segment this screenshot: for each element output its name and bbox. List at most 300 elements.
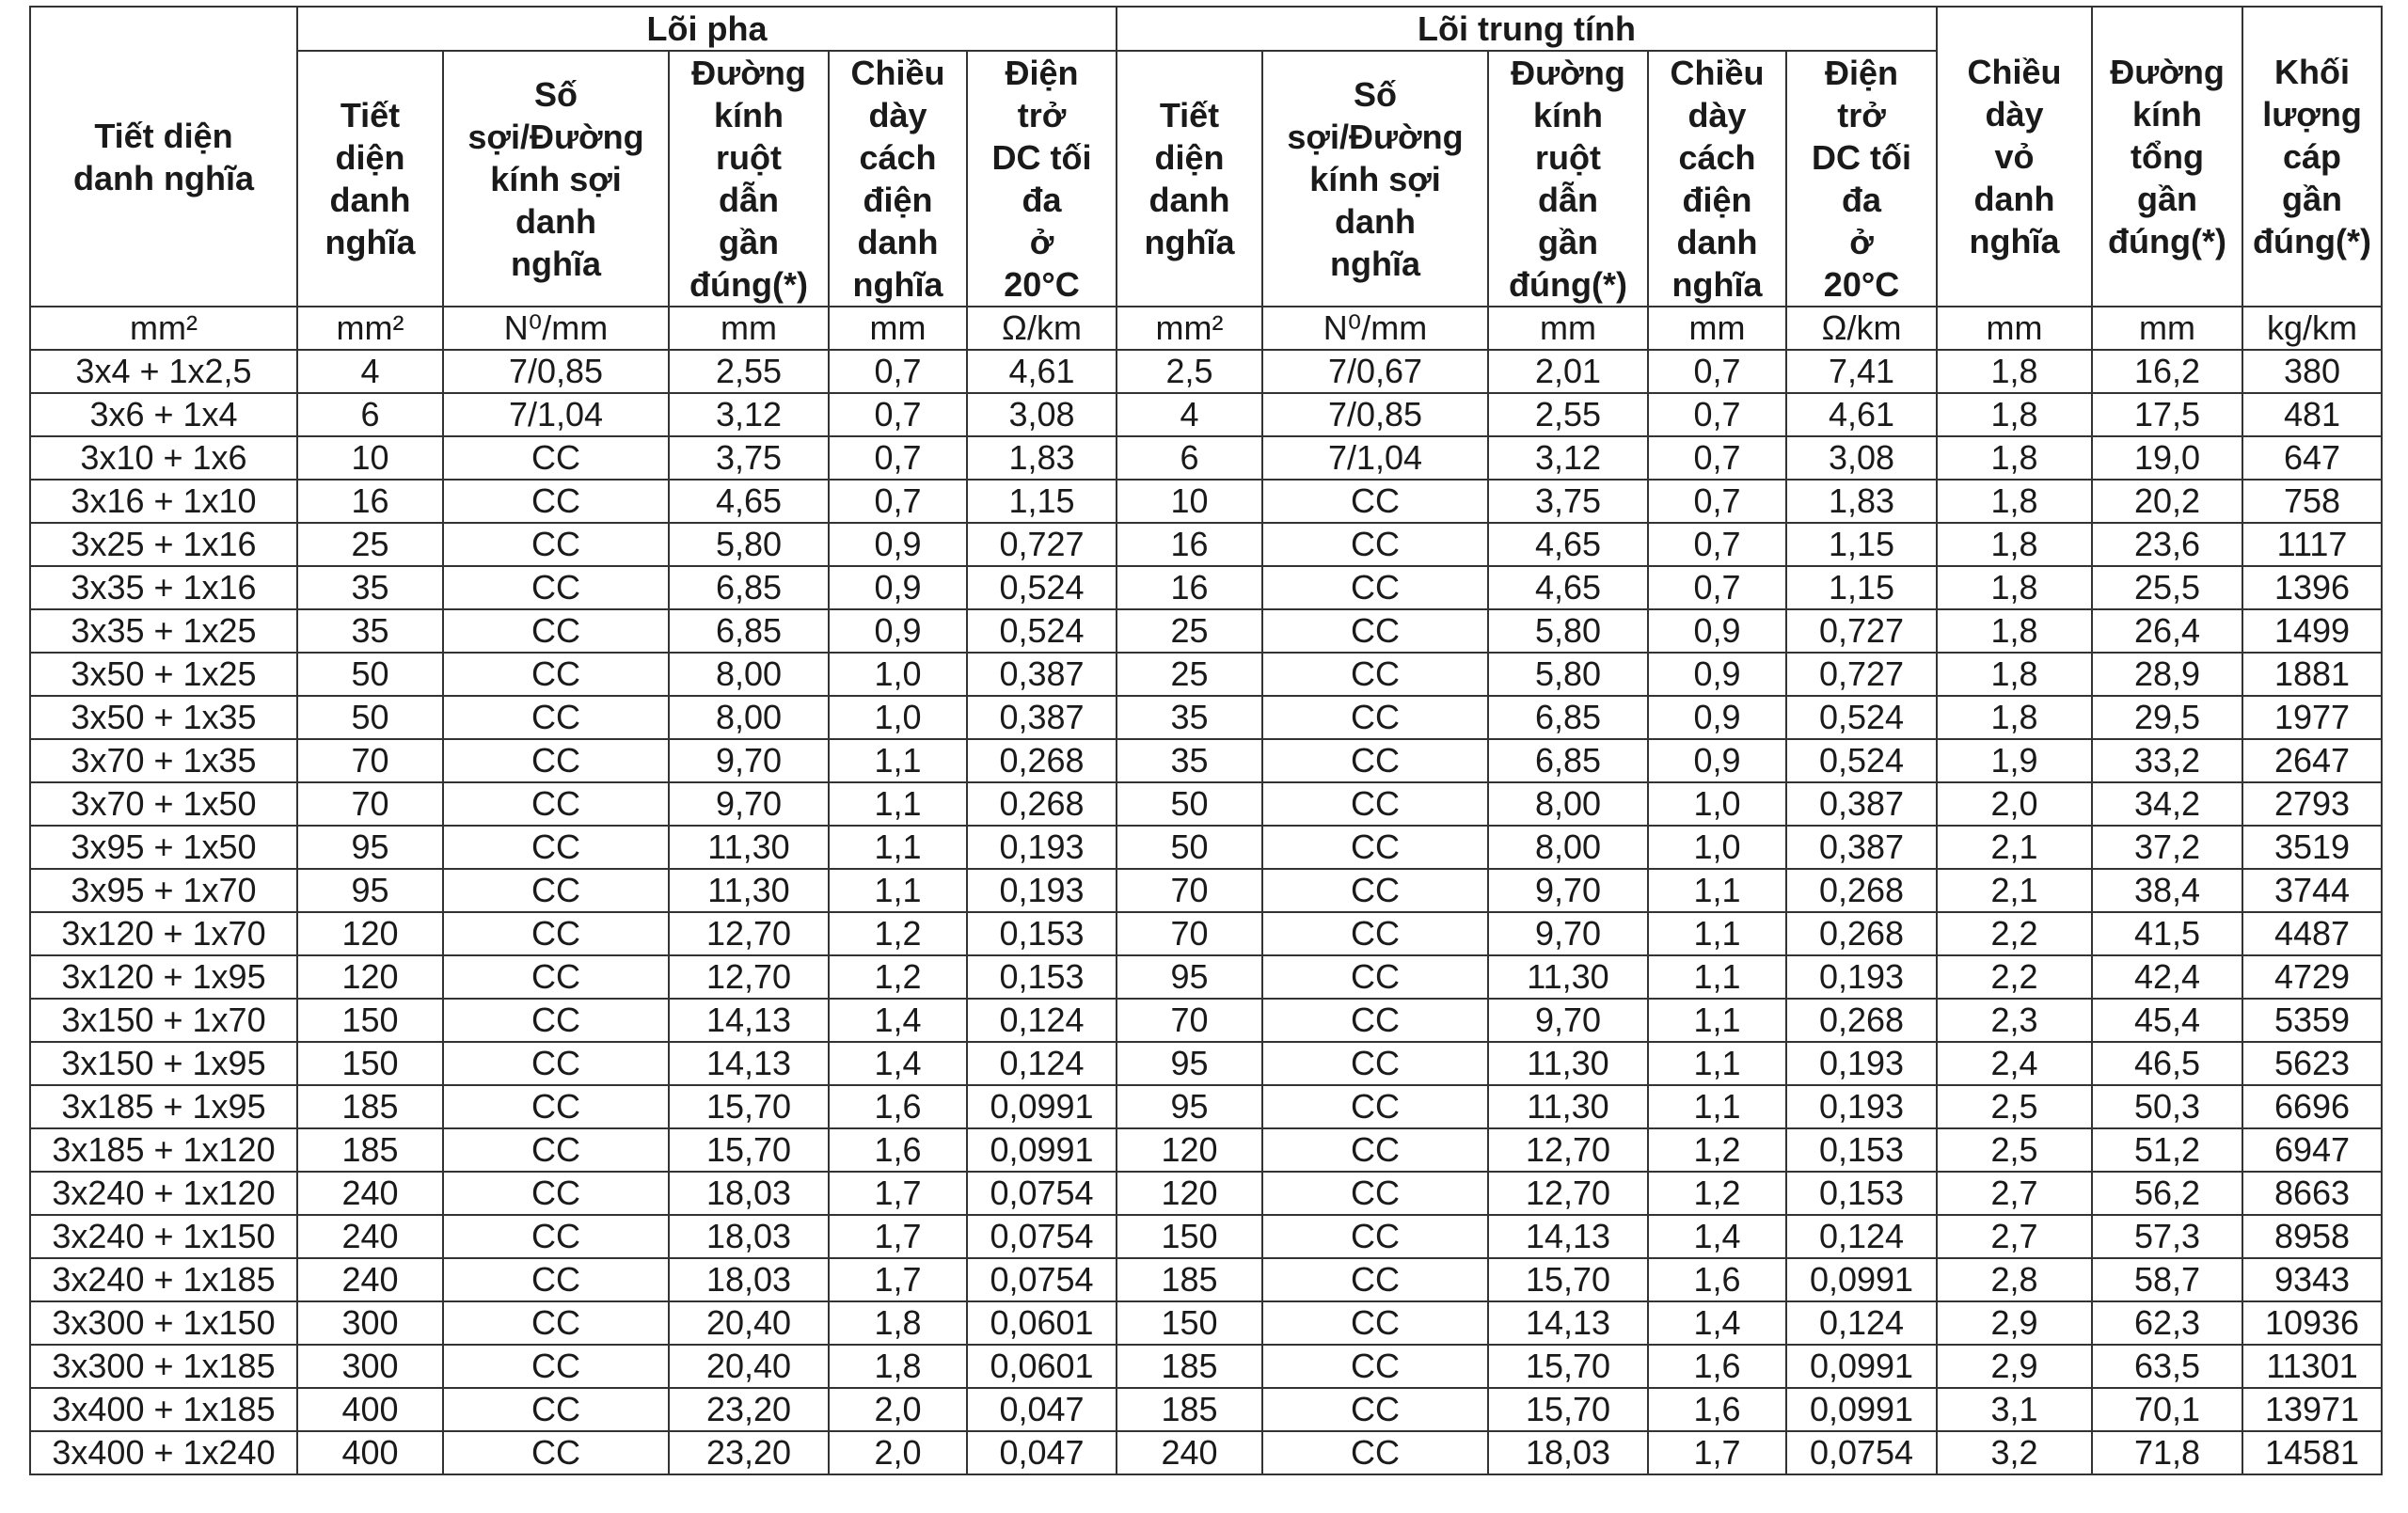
table-cell: 34,2 (2092, 782, 2242, 826)
table-cell: 1,0 (1648, 826, 1786, 869)
table-cell: 0,9 (1648, 739, 1786, 782)
table-cell: 0,727 (1786, 609, 1937, 653)
table-cell: 16,2 (2092, 350, 2242, 393)
table-cell: CC (1262, 1042, 1488, 1085)
table-cell: CC (1262, 1345, 1488, 1388)
table-cell: 1,83 (1786, 480, 1937, 523)
table-cell: 1,1 (1648, 955, 1786, 999)
table-cell: 12,70 (1488, 1172, 1648, 1215)
table-row (30, 609, 2382, 653)
table-cell: 23,6 (2092, 523, 2242, 566)
table-row (30, 999, 2382, 1042)
header-nominal-section-label: Tiết diện danh nghĩa (73, 116, 254, 197)
header-sheath-thickness (1937, 7, 2092, 307)
table-cell: 1,1 (1648, 912, 1786, 955)
header-neutral-section (1117, 51, 1262, 307)
nominal-section-cell: 3x35 + 1x25 (30, 609, 297, 653)
table-cell: 0,0601 (967, 1345, 1117, 1388)
table-cell: 42,4 (2092, 955, 2242, 999)
table-row (30, 350, 2382, 393)
table-row (30, 782, 2382, 826)
table-cell: 3,75 (669, 436, 829, 480)
table-cell: 3,08 (967, 393, 1117, 436)
table-cell: 33,2 (2092, 739, 2242, 782)
table-cell: 4487 (2242, 912, 2382, 955)
table-cell: 2,0 (829, 1431, 967, 1474)
table-cell: 120 (297, 912, 443, 955)
table-cell: 6,85 (1488, 739, 1648, 782)
table-cell: 70 (297, 782, 443, 826)
table-cell: 1,1 (1648, 1085, 1786, 1128)
table-cell: 8,00 (669, 653, 829, 696)
table-cell: CC (443, 955, 669, 999)
header-neutral-conductor-diameter (1488, 51, 1648, 307)
table-cell: 2,55 (669, 350, 829, 393)
table-cell: 0,9 (1648, 696, 1786, 739)
table-cell: CC (443, 1085, 669, 1128)
header-neutral-insulation (1648, 51, 1786, 307)
table-cell: 9,70 (669, 739, 829, 782)
table-cell: 300 (297, 1301, 443, 1345)
table-cell: 150 (297, 999, 443, 1042)
table-row (30, 1301, 2382, 1345)
table-cell: 4,61 (1786, 393, 1937, 436)
table-cell: 0,7 (1648, 566, 1786, 609)
unit-cell: N⁰/mm (1262, 307, 1488, 350)
table-cell: 120 (1117, 1172, 1262, 1215)
table-cell: 10 (297, 436, 443, 480)
table-cell: 0,7 (829, 480, 967, 523)
table-cell: 1,2 (1648, 1172, 1786, 1215)
table-cell: 1,6 (1648, 1388, 1786, 1431)
table-cell: CC (443, 739, 669, 782)
table-row (30, 653, 2382, 696)
table-cell: 7/0,85 (1262, 393, 1488, 436)
table-cell: 0,0991 (967, 1128, 1117, 1172)
table-row (30, 869, 2382, 912)
table-cell: 16 (1117, 523, 1262, 566)
table-cell: 0,387 (967, 653, 1117, 696)
header-phase-resistance-label: Điện trở DC tối đa ở 20°C (991, 54, 1092, 304)
unit-cell: Ω/km (1786, 307, 1937, 350)
table-row (30, 739, 2382, 782)
table-cell: 6,85 (1488, 696, 1648, 739)
table-cell: 300 (297, 1345, 443, 1388)
nominal-section-cell: 3x150 + 1x70 (30, 999, 297, 1042)
table-cell: 4729 (2242, 955, 2382, 999)
table-cell: 1,8 (1937, 653, 2092, 696)
table-cell: 25,5 (2092, 566, 2242, 609)
header-nominal-section (30, 7, 297, 307)
table-cell: CC (443, 1345, 669, 1388)
table-cell: 0,124 (967, 1042, 1117, 1085)
table-cell: 9,70 (669, 782, 829, 826)
table-cell: 1,1 (829, 869, 967, 912)
table-row (30, 1172, 2382, 1215)
table-cell: CC (443, 912, 669, 955)
nominal-section-cell: 3x300 + 1x150 (30, 1301, 297, 1345)
unit-cell: mm² (1117, 307, 1262, 350)
table-cell: 9,70 (1488, 912, 1648, 955)
table-cell: 150 (1117, 1301, 1262, 1345)
table-cell: 2,8 (1937, 1258, 2092, 1301)
nominal-section-cell: 3x16 + 1x10 (30, 480, 297, 523)
table-cell: 3519 (2242, 826, 2382, 869)
table-cell: 2,0 (1937, 782, 2092, 826)
table-cell: 2,5 (1937, 1128, 2092, 1172)
table-row (30, 1085, 2382, 1128)
nominal-section-cell: 3x25 + 1x16 (30, 523, 297, 566)
table-cell: CC (443, 1128, 669, 1172)
table-cell: 5,80 (1488, 653, 1648, 696)
table-cell: 15,70 (1488, 1388, 1648, 1431)
unit-cell: Ω/km (967, 307, 1117, 350)
table-cell: 11,30 (1488, 1042, 1648, 1085)
table-cell: 12,70 (669, 912, 829, 955)
table-cell: 9,70 (1488, 869, 1648, 912)
table-row (30, 1345, 2382, 1388)
table-cell: 0,268 (967, 739, 1117, 782)
table-cell: 4 (297, 350, 443, 393)
table-cell: 8,00 (669, 696, 829, 739)
table-cell: 0,047 (967, 1388, 1117, 1431)
nominal-section-cell: 3x10 + 1x6 (30, 436, 297, 480)
units-row (30, 307, 2382, 350)
table-cell: 0,153 (967, 912, 1117, 955)
table-cell: 1,1 (829, 826, 967, 869)
table-cell: CC (1262, 1128, 1488, 1172)
table-cell: 5359 (2242, 999, 2382, 1042)
table-cell: 1,2 (829, 912, 967, 955)
table-cell: 240 (297, 1258, 443, 1301)
table-cell: 18,03 (669, 1172, 829, 1215)
table-cell: CC (1262, 609, 1488, 653)
table-row (30, 696, 2382, 739)
table-cell: 38,4 (2092, 869, 2242, 912)
table-cell: 758 (2242, 480, 2382, 523)
table-cell: 1,8 (1937, 696, 2092, 739)
table-row (30, 436, 2382, 480)
table-row (30, 480, 2382, 523)
table-cell: 0,124 (967, 999, 1117, 1042)
table-cell: 2,0 (829, 1388, 967, 1431)
table-cell: 35 (297, 609, 443, 653)
table-cell: 120 (1117, 1128, 1262, 1172)
table-cell: 185 (1117, 1388, 1262, 1431)
table-cell: 3,08 (1786, 436, 1937, 480)
table-cell: 25 (297, 523, 443, 566)
table-cell: 0,153 (1786, 1172, 1937, 1215)
table-cell: 4 (1117, 393, 1262, 436)
table-cell: CC (1262, 1431, 1488, 1474)
table-cell: 0,124 (1786, 1215, 1937, 1258)
table-cell: 58,7 (2092, 1258, 2242, 1301)
table-cell: CC (443, 1042, 669, 1085)
table-cell: 0,268 (967, 782, 1117, 826)
table-cell: 1396 (2242, 566, 2382, 609)
table-cell: CC (443, 566, 669, 609)
nominal-section-cell: 3x300 + 1x185 (30, 1345, 297, 1388)
table-cell: 23,20 (669, 1388, 829, 1431)
table-cell: 4,61 (967, 350, 1117, 393)
table-cell: CC (1262, 653, 1488, 696)
table-cell: 1,8 (1937, 480, 2092, 523)
table-cell: 0,193 (1786, 1042, 1937, 1085)
table-cell: 9,70 (1488, 999, 1648, 1042)
nominal-section-cell: 3x35 + 1x16 (30, 566, 297, 609)
nominal-section-cell: 3x95 + 1x50 (30, 826, 297, 869)
table-cell: CC (1262, 1301, 1488, 1345)
table-cell: 1,1 (1648, 1042, 1786, 1085)
table-cell: 0,153 (1786, 1128, 1937, 1172)
table-cell: 8,00 (1488, 782, 1648, 826)
table-cell: 0,268 (1786, 869, 1937, 912)
header-neutral-strands-label: Số sợi/Đường kính sợi danh nghĩa (1287, 74, 1464, 283)
table-cell: 2,9 (1937, 1301, 2092, 1345)
table-row (30, 955, 2382, 999)
table-cell: 1,4 (829, 1042, 967, 1085)
table-cell: 50 (297, 696, 443, 739)
table-cell: 1,83 (967, 436, 1117, 480)
nominal-section-cell: 3x120 + 1x70 (30, 912, 297, 955)
table-cell: 62,3 (2092, 1301, 2242, 1345)
unit-cell: mm² (30, 307, 297, 350)
header-phase-insulation-label: Chiều dày cách điện danh nghĩa (850, 54, 945, 304)
header-overall-diameter (2092, 7, 2242, 307)
header-overall-diameter-label: Đường kính tổng gần đúng(*) (2108, 53, 2226, 260)
table-cell: 2,1 (1937, 869, 2092, 912)
table-cell: 481 (2242, 393, 2382, 436)
table-cell: CC (443, 1258, 669, 1301)
header-cable-weight (2242, 7, 2382, 307)
table-cell: 0,7 (1648, 393, 1786, 436)
table-cell: 14,13 (669, 999, 829, 1042)
table-cell: 0,7 (1648, 480, 1786, 523)
table-row (30, 1258, 2382, 1301)
table-cell: CC (1262, 696, 1488, 739)
nominal-section-cell: 3x400 + 1x240 (30, 1431, 297, 1474)
table-cell: 2,2 (1937, 912, 2092, 955)
nominal-section-cell: 3x70 + 1x50 (30, 782, 297, 826)
table-cell: 0,0991 (1786, 1388, 1937, 1431)
table-cell: 1,6 (829, 1085, 967, 1128)
unit-cell: mm (1488, 307, 1648, 350)
table-cell: 1,7 (829, 1215, 967, 1258)
table-cell: CC (443, 1388, 669, 1431)
table-row (30, 393, 2382, 436)
table-cell: 11,30 (669, 869, 829, 912)
table-cell: 0,727 (1786, 653, 1937, 696)
table-cell: 1,8 (1937, 609, 2092, 653)
table-row (30, 1215, 2382, 1258)
table-cell: 70 (297, 739, 443, 782)
table-cell: 1,1 (1648, 869, 1786, 912)
table-cell: 95 (1117, 1042, 1262, 1085)
table-cell: CC (1262, 480, 1488, 523)
table-cell: 35 (297, 566, 443, 609)
table-cell: 13971 (2242, 1388, 2382, 1431)
table-cell: 20,40 (669, 1345, 829, 1388)
table-cell: 0,0754 (1786, 1431, 1937, 1474)
table-cell: 23,20 (669, 1431, 829, 1474)
table-cell: CC (443, 782, 669, 826)
table-cell: 3,12 (669, 393, 829, 436)
table-cell: 11,30 (1488, 1085, 1648, 1128)
table-cell: 15,70 (1488, 1345, 1648, 1388)
table-cell: 7/1,04 (443, 393, 669, 436)
table-row (30, 1431, 2382, 1474)
table-cell: 1,1 (829, 739, 967, 782)
table-cell: 50,3 (2092, 1085, 2242, 1128)
table-cell: 2,5 (1117, 350, 1262, 393)
header-neutral-insulation-label: Chiều dày cách điện danh nghĩa (1670, 54, 1765, 304)
table-cell: 1,0 (1648, 782, 1786, 826)
table-cell: 120 (297, 955, 443, 999)
table-cell: 0,0601 (967, 1301, 1117, 1345)
unit-cell: mm² (297, 307, 443, 350)
table-cell: 2793 (2242, 782, 2382, 826)
table-cell: 12,70 (1488, 1128, 1648, 1172)
table-cell: 15,70 (669, 1085, 829, 1128)
table-cell: 185 (1117, 1345, 1262, 1388)
table-cell: 0,0754 (967, 1215, 1117, 1258)
header-phase-insulation (829, 51, 967, 307)
table-cell: 2,1 (1937, 826, 2092, 869)
table-cell: CC (1262, 912, 1488, 955)
nominal-section-cell: 3x185 + 1x95 (30, 1085, 297, 1128)
header-phase-conductor-diameter (669, 51, 829, 307)
table-cell: CC (443, 609, 669, 653)
table-cell: 16 (1117, 566, 1262, 609)
table-cell: 57,3 (2092, 1215, 2242, 1258)
unit-cell: mm (669, 307, 829, 350)
table-cell: 1,8 (1937, 436, 2092, 480)
table-cell: 14,13 (669, 1042, 829, 1085)
table-cell: 8,00 (1488, 826, 1648, 869)
table-cell: 6,85 (669, 566, 829, 609)
nominal-section-cell: 3x50 + 1x25 (30, 653, 297, 696)
table-row (30, 1042, 2382, 1085)
table-cell: 185 (1117, 1258, 1262, 1301)
table-cell: 0,524 (1786, 739, 1937, 782)
table-cell: 46,5 (2092, 1042, 2242, 1085)
table-cell: 0,9 (829, 523, 967, 566)
table-cell: 10936 (2242, 1301, 2382, 1345)
table-cell: 0,268 (1786, 912, 1937, 955)
table-cell: 0,387 (1786, 782, 1937, 826)
table-cell: CC (1262, 566, 1488, 609)
table-cell: 1,7 (829, 1258, 967, 1301)
table-cell: 0,268 (1786, 999, 1937, 1042)
table-cell: 1,0 (829, 696, 967, 739)
table-cell: 4,65 (1488, 523, 1648, 566)
header-neutral-core: Lõi trung tính (1117, 7, 1937, 51)
table-cell: 400 (297, 1388, 443, 1431)
table-cell: 1,6 (1648, 1258, 1786, 1301)
header-phase-strands-label: Số sợi/Đường kính sợi danh nghĩa (467, 74, 644, 283)
table-cell: 0,524 (967, 566, 1117, 609)
table-cell: 7/0,67 (1262, 350, 1488, 393)
table-cell: CC (1262, 523, 1488, 566)
table-cell: 2,7 (1937, 1215, 2092, 1258)
table-cell: 71,8 (2092, 1431, 2242, 1474)
header-sheath-thickness-label: Chiều dày vỏ danh nghĩa (1967, 53, 2062, 260)
table-row (30, 1128, 2382, 1172)
table-cell: 1,4 (1648, 1215, 1786, 1258)
table-cell: 2,55 (1488, 393, 1648, 436)
table-cell: 1,8 (1937, 566, 2092, 609)
header-phase-strands (443, 51, 669, 307)
table-cell: 0,047 (967, 1431, 1117, 1474)
table-cell: CC (1262, 1215, 1488, 1258)
table-cell: 0,7 (829, 393, 967, 436)
table-cell: 1,9 (1937, 739, 2092, 782)
table-cell: 95 (1117, 1085, 1262, 1128)
table-cell: 18,03 (669, 1215, 829, 1258)
table-cell: 14,13 (1488, 1301, 1648, 1345)
table-cell: 0,387 (1786, 826, 1937, 869)
table-cell: 37,2 (2092, 826, 2242, 869)
table-cell: 35 (1117, 739, 1262, 782)
table-cell: CC (1262, 1172, 1488, 1215)
unit-cell: kg/km (2242, 307, 2382, 350)
table-cell: 18,03 (669, 1258, 829, 1301)
nominal-section-cell: 3x4 + 1x2,5 (30, 350, 297, 393)
table-cell: 5,80 (1488, 609, 1648, 653)
unit-cell: mm (1937, 307, 2092, 350)
nominal-section-cell: 3x50 + 1x35 (30, 696, 297, 739)
table-cell: 20,40 (669, 1301, 829, 1345)
nominal-section-cell: 3x95 + 1x70 (30, 869, 297, 912)
nominal-section-cell: 3x240 + 1x120 (30, 1172, 297, 1215)
header-phase-section (297, 51, 443, 307)
table-cell: 1,1 (1648, 999, 1786, 1042)
table-cell: 0,124 (1786, 1301, 1937, 1345)
table-cell: 11,30 (669, 826, 829, 869)
table-cell: 14,13 (1488, 1215, 1648, 1258)
table-cell: 20,2 (2092, 480, 2242, 523)
table-cell: 0,9 (1648, 653, 1786, 696)
table-cell: 6 (297, 393, 443, 436)
table-cell: 3,75 (1488, 480, 1648, 523)
table-cell: 25 (1117, 653, 1262, 696)
table-cell: 2,7 (1937, 1172, 2092, 1215)
table-cell: 2,01 (1488, 350, 1648, 393)
table-cell: 6696 (2242, 1085, 2382, 1128)
header-phase-core: Lõi pha (297, 7, 1117, 51)
table-cell: 647 (2242, 436, 2382, 480)
table-cell: 0,193 (1786, 1085, 1937, 1128)
table-cell: 1,8 (1937, 393, 2092, 436)
table-cell: 0,7 (829, 436, 967, 480)
table-cell: 0,0991 (967, 1085, 1117, 1128)
table-cell: 0,193 (967, 826, 1117, 869)
table-cell: 2,4 (1937, 1042, 2092, 1085)
table-cell: 1,0 (829, 653, 967, 696)
table-cell: 70 (1117, 999, 1262, 1042)
table-cell: 1,15 (1786, 566, 1937, 609)
header-neutral-section-label: Tiết diện danh nghĩa (1144, 96, 1235, 261)
table-cell: 0,9 (829, 566, 967, 609)
unit-cell: N⁰/mm (443, 307, 669, 350)
nominal-section-cell: 3x185 + 1x120 (30, 1128, 297, 1172)
header-neutral-strands (1262, 51, 1488, 307)
table-cell: 2,5 (1937, 1085, 2092, 1128)
table-cell: 16 (297, 480, 443, 523)
table-cell: 0,0754 (967, 1258, 1117, 1301)
unit-cell: mm (1648, 307, 1786, 350)
table-cell: 1,6 (829, 1128, 967, 1172)
